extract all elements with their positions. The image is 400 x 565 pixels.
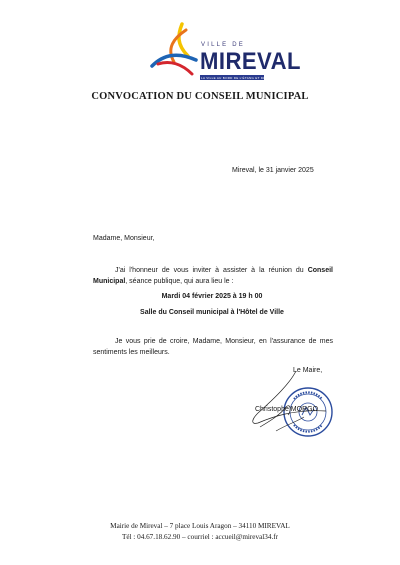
letter-date: Mireval, le 31 janvier 2025 <box>232 167 314 174</box>
signature-name: Christophe MORGO <box>255 406 319 413</box>
document-title: CONVOCATION DU CONSEIL MUNICIPAL <box>91 91 309 102</box>
footer-address: Mairie de Mireval – 7 place Louis Aragon – 34110 MIREVAL <box>110 522 290 530</box>
logo-ville-text: VILLE DE <box>201 42 245 48</box>
closing-paragraph: Je vous prie de croire, Madame, Monsieur, en l'assurance de mes sentiments les meilleurs. <box>93 338 333 356</box>
salutation: Madame, Monsieur, <box>93 235 155 242</box>
logo-tagline: LA VILLE AU BORD DE L'ÉTANG ET DE LA MER <box>201 76 280 80</box>
intro-text-end: , séance publique, qui aura lieu le : <box>125 278 234 285</box>
intro-text-start: J'ai l'honneur de vous inviter à assister à la réunion du <box>115 267 308 274</box>
meeting-datetime: Mardi 04 février 2025 à 19 h 00 <box>161 293 263 300</box>
signature-role: Le Maire, <box>293 367 323 374</box>
logo-name-text: MIREVAL <box>200 48 301 75</box>
mireval-logo <box>148 20 301 80</box>
meeting-place: Salle du Conseil municipal à l'Hôtel de Ville <box>140 309 284 316</box>
logo-swirl-icon <box>148 20 208 80</box>
footer-contact: Tél : 04.67.18.62.90 – courriel : accueil@mireval34.fr <box>121 533 279 541</box>
invitation-paragraph <box>93 265 333 287</box>
intro-text-bold: Conseil Municipal <box>93 267 333 285</box>
official-stamp-signature-icon <box>246 365 336 445</box>
